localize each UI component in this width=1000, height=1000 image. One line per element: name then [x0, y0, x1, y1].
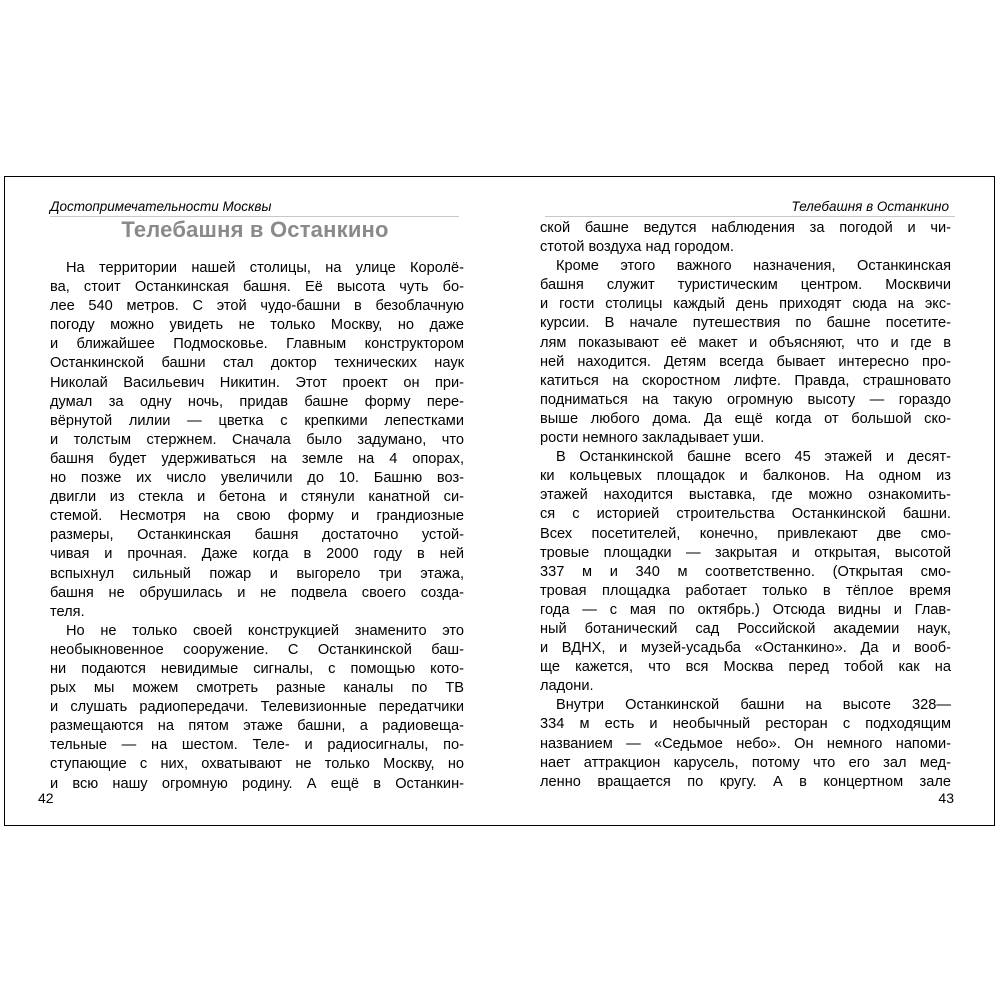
left-page-number: 42: [38, 790, 54, 806]
left-body-text: [50, 259, 464, 794]
book-spread: [4, 176, 995, 826]
text-line: рости немного закладывает уши.: [540, 430, 765, 447]
text-line: подниматься на такую огромную высоту — гораздо: [540, 391, 951, 408]
text-line: Внутри Останкинской башни на высоте 328—: [556, 697, 951, 714]
text-line: думал за одну ночь, придав башне форму пере-: [50, 393, 464, 410]
text-line: ступающие с них, охватывают не только Москву, но: [50, 756, 464, 773]
right-header-rule: [545, 216, 955, 217]
text-line: ва, стоит Останкинская башня. Её высота чуть бо-: [50, 279, 464, 296]
text-line: ленно вращается по кругу. А в концертном зале: [540, 773, 951, 790]
text-line: курсии. В начале путешествия по башне посетите-: [540, 315, 951, 332]
text-line: но позже их число увеличили до 10. Башню воз-: [50, 470, 464, 487]
text-line: катиться на скоростном лифте. Правда, страшновато: [540, 372, 951, 389]
text-line: ней находится. Детям всегда бывает интересно про-: [540, 353, 951, 370]
right-page: [500, 177, 994, 825]
left-page: [5, 177, 500, 825]
text-line: необыкновенное сооружение. С Останкинской баш-: [50, 641, 464, 658]
text-line: лям показывают её макет и объясняют, что и где в: [540, 334, 951, 351]
text-line: Кроме этого важного назначения, Останкинская: [556, 258, 951, 275]
text-line: ладони.: [540, 678, 594, 695]
text-line: рых мы можем смотреть разные каналы по ТВ: [50, 680, 464, 697]
text-line: ской башне ведутся наблюдения за погодой и чи-: [540, 220, 951, 236]
text-line: 334 м есть и необычный ресторан с подходящим: [540, 716, 951, 733]
text-line: стемой. Несмотря на свою форму и грандиозные: [50, 508, 464, 525]
text-line: размещаются на пятом этаже башни, а радиовеща-: [50, 718, 464, 735]
text-line: вспыхнул сильный пожар и выгорело три этажа,: [50, 565, 464, 582]
text-line: этажей находится выставка, где можно ознакомить-: [540, 487, 951, 504]
text-line: теля.: [50, 603, 85, 620]
text-line: ки кольцевых площадок и балконов. На одном из: [540, 468, 951, 485]
text-line: ни подаются невидимые сигналы, с помощью кото-: [50, 660, 464, 677]
text-line: и гости столицы каждый день приходят сюда на экс-: [540, 296, 951, 313]
text-line: башня не обрушилась и не подвела своего созда-: [50, 584, 464, 601]
text-line: 337 м и 340 м соответственно. (Открытая смо-: [540, 563, 951, 580]
text-line: и ближайшее Подмосковье. Главным конструктором: [50, 336, 464, 353]
text-line: стотой воздуха над городом.: [540, 239, 734, 256]
right-running-header: Телебашня в Останкино: [791, 199, 949, 214]
right-page-number: 43: [938, 790, 954, 806]
text-line: двигли из стекла и бетона и стянули канатной си-: [50, 489, 464, 506]
text-line: На территории нашей столицы, на улице Королё-: [66, 260, 464, 276]
text-line: чивая и прочная. Даже когда в 2000 году в ней: [50, 546, 464, 563]
text-line: и толстым стержнем. Сначала было задумано, что: [50, 431, 464, 448]
left-running-header: Достопримечательности Москвы: [50, 199, 272, 214]
text-line: и всю нашу огромную родину. А ещё в Останкин-: [50, 775, 464, 792]
text-line: башня будет удерживаться на земле на 4 опорах,: [50, 450, 464, 467]
text-line: Всех посетителей, конечно, привлекают две смо-: [540, 525, 951, 542]
text-line: ный ботанический сад Российской академии наук,: [540, 620, 951, 637]
text-line: названием — «Седьмое небо». Он немного напоми-: [540, 735, 951, 752]
text-line: В Останкинской башне всего 45 этажей и десят-: [556, 449, 951, 466]
text-line: лее 540 метров. С этой чудо-башни в безоблачную: [50, 298, 464, 315]
right-body-text: [540, 219, 951, 792]
text-line: и ВДНХ, и музей-усадьба «Останкино». Да и вооб-: [540, 640, 951, 657]
text-line: нает аттракцион карусель, потому что его зал мед-: [540, 754, 951, 771]
text-line: выше любого дома. Да ещё когда от большой ско-: [540, 410, 951, 427]
text-line: ще кажется, что вся Москва перед тобой как на: [540, 659, 951, 676]
text-line: ся с историей строительства Останкинской башни.: [540, 506, 951, 523]
text-line: тровые площадки — закрытая и открытая, высотой: [540, 544, 951, 561]
text-line: тровая площадка работает только в тёплое время: [540, 582, 951, 599]
text-line: размеры, Останкинская башня достаточно устой-: [50, 527, 464, 544]
text-line: погоду можно увидеть не только Москву, но даже: [50, 317, 464, 334]
text-line: и слушать радиопередачи. Телевизионные передатчики: [50, 699, 464, 716]
page-title: Телебашня в Останкино: [121, 217, 389, 242]
text-line: Останкинской башни стал доктор технических наук: [50, 355, 464, 372]
text-line: Николай Васильевич Никитин. Этот проект он при-: [50, 374, 464, 391]
text-line: вёрнутой лилии — цветка с крепкими лепестками: [50, 412, 464, 429]
text-line: тельные — на шестом. Теле- и радиосигналы, по-: [50, 737, 464, 754]
text-line: башня служит туристическим центром. Москвичи: [540, 277, 951, 294]
text-line: года — с мая по октябрь.) Отсюда видны и Глав-: [540, 601, 951, 618]
text-line: Но не только своей конструкцией знаменито это: [66, 622, 464, 639]
